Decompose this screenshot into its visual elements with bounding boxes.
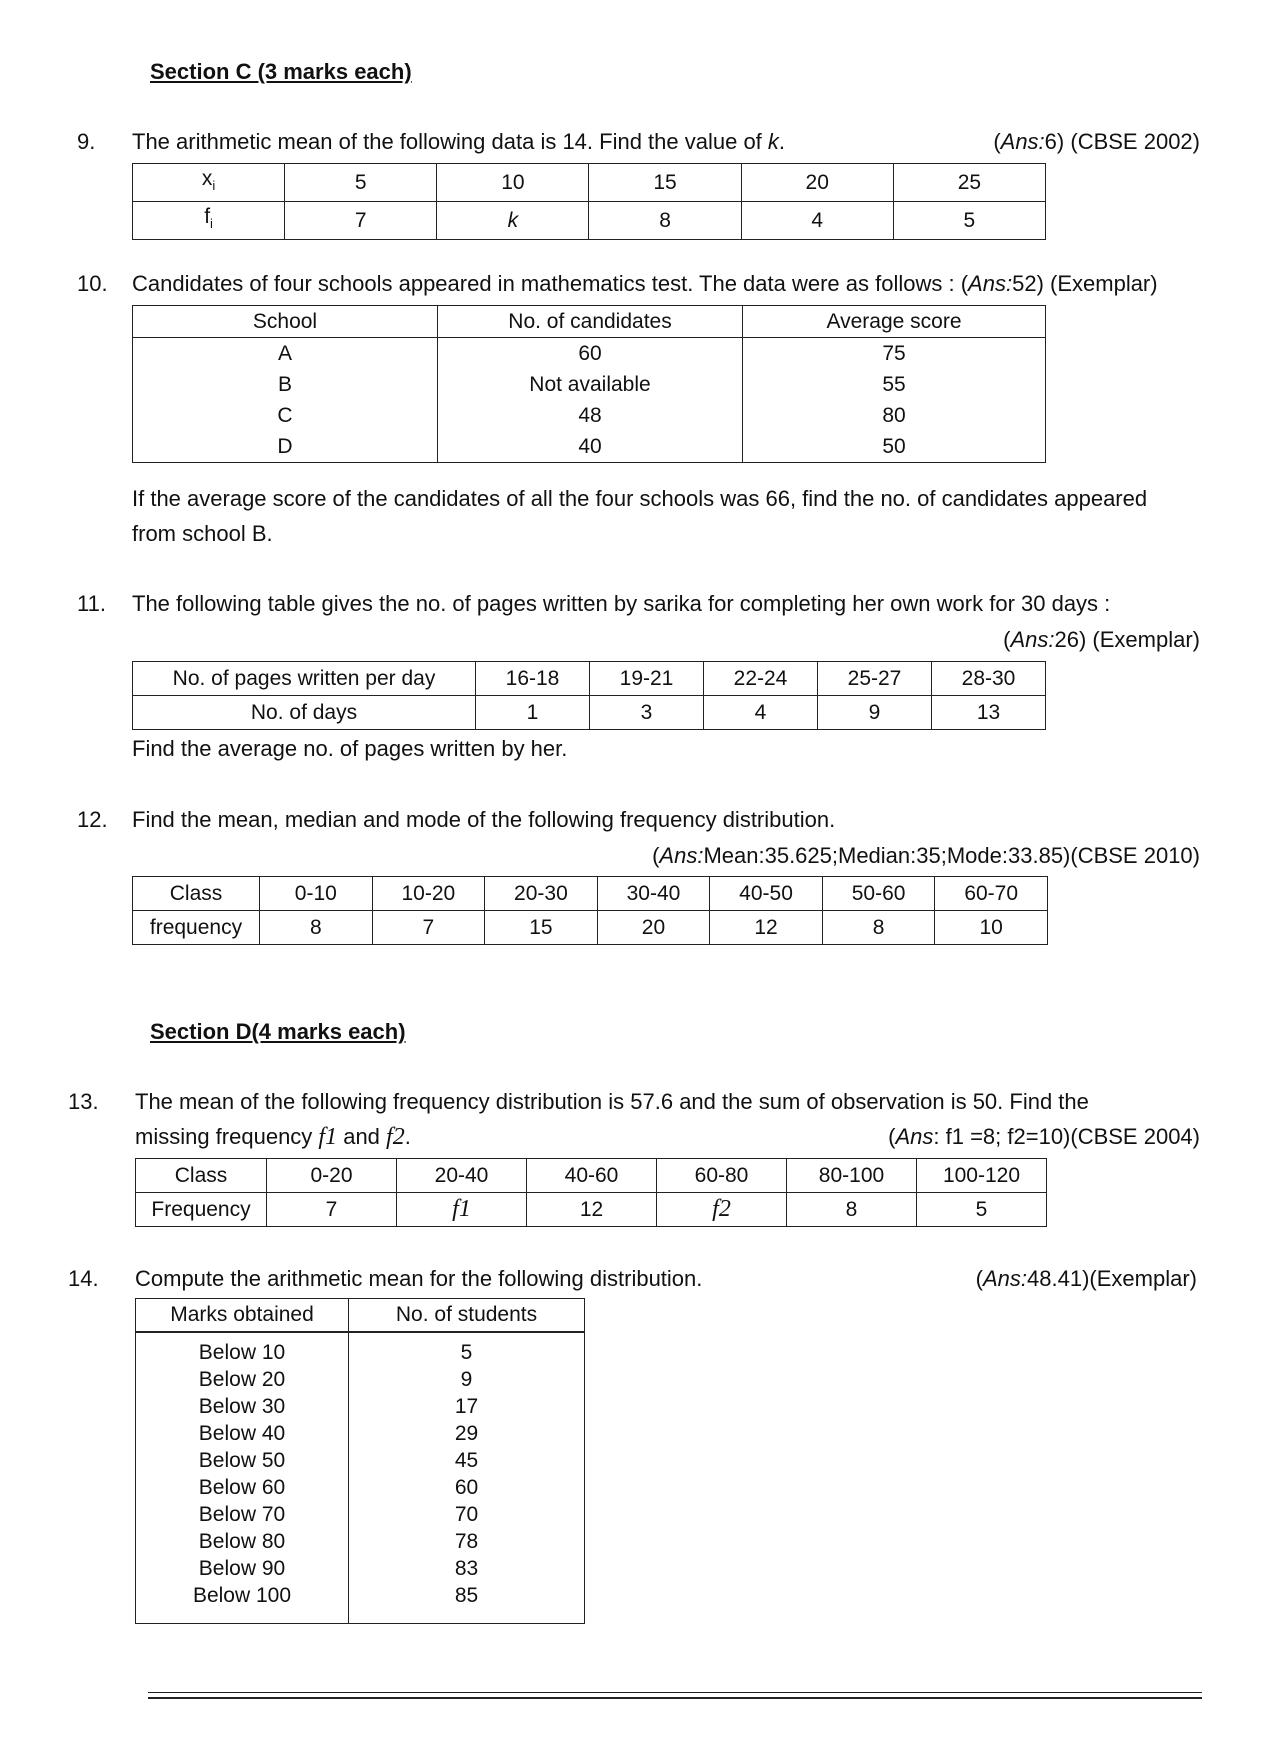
q12-cell: 8 [260,911,373,945]
q10-header: Average score [743,306,1046,338]
q10-cell: 50 [743,431,1046,463]
q13-table [135,1158,1047,1227]
q11-row-days [133,696,1046,730]
question-number-11: 11. [77,591,106,616]
q13-cell: 8 [787,1193,917,1227]
q10-cell: B [133,369,438,400]
q13-cell: 7 [267,1193,397,1227]
q9-cell: 7 [285,202,437,240]
q9-cell: 8 [589,202,741,240]
q10-header: School [133,306,438,338]
question-13-answer: (Ans: f1 =8; f2=10)(CBSE 2004) [888,1124,1200,1149]
q14-row [136,1393,585,1420]
q12-row-frequency [133,911,1048,945]
q14-row [136,1420,585,1447]
q10-cell: Not available [438,369,743,400]
q14-cell: 70 [349,1501,585,1528]
q14-row [136,1582,585,1609]
q9-row-x [133,164,1046,202]
q12-table [132,876,1048,945]
q14-cell: 5 [349,1339,585,1366]
q10-row [133,400,1046,431]
q9-cell: 5 [285,164,437,202]
q12-cell: 10-20 [372,877,485,911]
q14-cell: 78 [349,1528,585,1555]
question-number-10: 10. [77,271,108,296]
q10-header-row [133,306,1046,338]
question-10-text: Candidates of four schools appeared in mathematics test. The data were as follows : (Ans:52) (Exemplar) [132,271,1158,296]
q13-cell: Frequency [136,1193,267,1227]
q14-cell: Below 50 [136,1447,349,1474]
q9-cell: 10 [437,164,589,202]
q13-cell: 80-100 [787,1159,917,1193]
question-9-text: The arithmetic mean of the following data is 14. Find the value of k. [132,129,786,154]
q14-row [136,1501,585,1528]
q12-cell: 20-30 [485,877,598,911]
question-14-answer: (Ans:48.41)(Exemplar) [975,1266,1197,1291]
question-number-9: 9. [77,129,96,154]
q14-cell: 60 [349,1474,585,1501]
q14-cell: Below 60 [136,1474,349,1501]
question-14-text: Compute the arithmetic mean for the following distribution. [135,1266,703,1291]
q10-row [133,338,1046,370]
q14-cell: 29 [349,1420,585,1447]
q13-row-class [136,1159,1047,1193]
q13-cell: 0-20 [267,1159,397,1193]
q12-cell: 40-50 [710,877,823,911]
q13-cell: 5 [917,1193,1047,1227]
q13-cell: 20-40 [397,1159,527,1193]
q14-cell: Below 80 [136,1528,349,1555]
q14-row [136,1474,585,1501]
question-10-after-1: If the average score of the candidates of all the four schools was 66, find the no. of candidates appeared [132,486,1148,511]
q9-cell: $f_i$ [133,202,285,240]
q14-cell: Below 70 [136,1501,349,1528]
q14-row [136,1339,585,1366]
q10-row [133,369,1046,400]
q11-cell: 1 [476,696,590,730]
q14-row [136,1447,585,1474]
question-12-answer: (Ans:Mean:35.625;Median:35;Mode:33.85)(CBSE 2010) [652,843,1200,868]
q12-cell: Class [133,877,260,911]
q14-row [136,1555,585,1582]
q11-cell: 22-24 [704,662,818,696]
q11-cell: 13 [932,696,1046,730]
q10-cell: 80 [743,400,1046,431]
question-9-answer: (Ans:6) (CBSE 2002) [993,129,1200,154]
q11-table [132,661,1046,730]
question-12-text: Find the mean, median and mode of the following frequency distribution. [132,807,836,832]
question-13-text-2: missing frequency f1 and f2. [135,1124,411,1150]
section-c-heading: Section C (3 marks each) [150,59,412,84]
q10-cell: 40 [438,431,743,463]
q10-cell: 55 [743,369,1046,400]
q13-cell: 60-80 [657,1159,787,1193]
q14-cell: Below 10 [136,1339,349,1366]
q13-cell: 40-60 [527,1159,657,1193]
question-11-after: Find the average no. of pages written by her. [132,736,568,761]
q13-row-frequency [136,1193,1047,1227]
q9-row-f [133,202,1046,240]
q12-cell: frequency [133,911,260,945]
q13-cell: f2 [657,1193,787,1227]
q14-row [136,1528,585,1555]
footer-rule [148,1697,1202,1699]
q14-cell: 17 [349,1393,585,1420]
q14-cell: Below 20 [136,1366,349,1393]
q14-cell: 45 [349,1447,585,1474]
q12-cell: 20 [597,911,710,945]
q12-cell: 60-70 [935,877,1048,911]
q13-cell: f1 [397,1193,527,1227]
question-13-text-1: The mean of the following frequency distribution is 57.6 and the sum of observation is 50. Find the [135,1089,1089,1114]
q10-cell: D [133,431,438,463]
q13-cell: 100-120 [917,1159,1047,1193]
q11-cell: No. of days [133,696,476,730]
q12-cell: 10 [935,911,1048,945]
q14-cell: Below 100 [136,1582,349,1609]
q10-row [133,431,1046,463]
q11-cell: 28-30 [932,662,1046,696]
question-number-14: 14. [68,1266,99,1291]
q12-cell: 7 [372,911,485,945]
footer-rule [148,1692,1202,1693]
q14-cell: Below 30 [136,1393,349,1420]
q12-cell: 12 [710,911,823,945]
q14-cell: Below 40 [136,1420,349,1447]
q12-row-class [133,877,1048,911]
question-10-after-2: from school B. [132,521,273,546]
q9-cell: k [437,202,589,240]
q14-header: Marks obtained [136,1299,349,1333]
q10-cell: C [133,400,438,431]
q13-cell: 12 [527,1193,657,1227]
q9-table [132,163,1046,240]
q12-cell: 0-10 [260,877,373,911]
q12-cell: 15 [485,911,598,945]
q10-header: No. of candidates [438,306,743,338]
q10-table [132,305,1046,463]
q14-row [136,1366,585,1393]
q9-cell: 15 [589,164,741,202]
q9-cell: 4 [741,202,893,240]
q11-cell: 3 [590,696,704,730]
q14-header-row [136,1299,585,1333]
q14-cell: 85 [349,1582,585,1609]
q12-cell: 8 [822,911,935,945]
q11-cell: 25-27 [818,662,932,696]
q12-cell: 50-60 [822,877,935,911]
section-d-heading: Section D(4 marks each) [150,1019,406,1044]
question-11-text: The following table gives the no. of pages written by sarika for completing her own work for 30 days : [132,591,1111,616]
question-11-answer: (Ans:26) (Exemplar) [1003,627,1200,652]
q9-cell: 25 [893,164,1045,202]
q10-cell: 75 [743,338,1046,370]
q9-cell: $x_i$ [133,164,285,202]
q14-cell: Below 90 [136,1555,349,1582]
q11-cell: No. of pages written per day [133,662,476,696]
q12-cell: 30-40 [597,877,710,911]
q10-cell: 48 [438,400,743,431]
q14-cell: 9 [349,1366,585,1393]
question-number-13: 13. [68,1089,99,1114]
q13-cell: Class [136,1159,267,1193]
q14-header: No. of students [349,1299,585,1333]
q11-row-pages [133,662,1046,696]
q11-cell: 19-21 [590,662,704,696]
q10-cell: 60 [438,338,743,370]
q11-cell: 4 [704,696,818,730]
q10-cell: A [133,338,438,370]
question-number-12: 12. [77,807,108,832]
q9-cell: 5 [893,202,1045,240]
q9-cell: 20 [741,164,893,202]
q11-cell: 9 [818,696,932,730]
q11-cell: 16-18 [476,662,590,696]
q14-table [135,1298,585,1624]
q14-cell: 83 [349,1555,585,1582]
